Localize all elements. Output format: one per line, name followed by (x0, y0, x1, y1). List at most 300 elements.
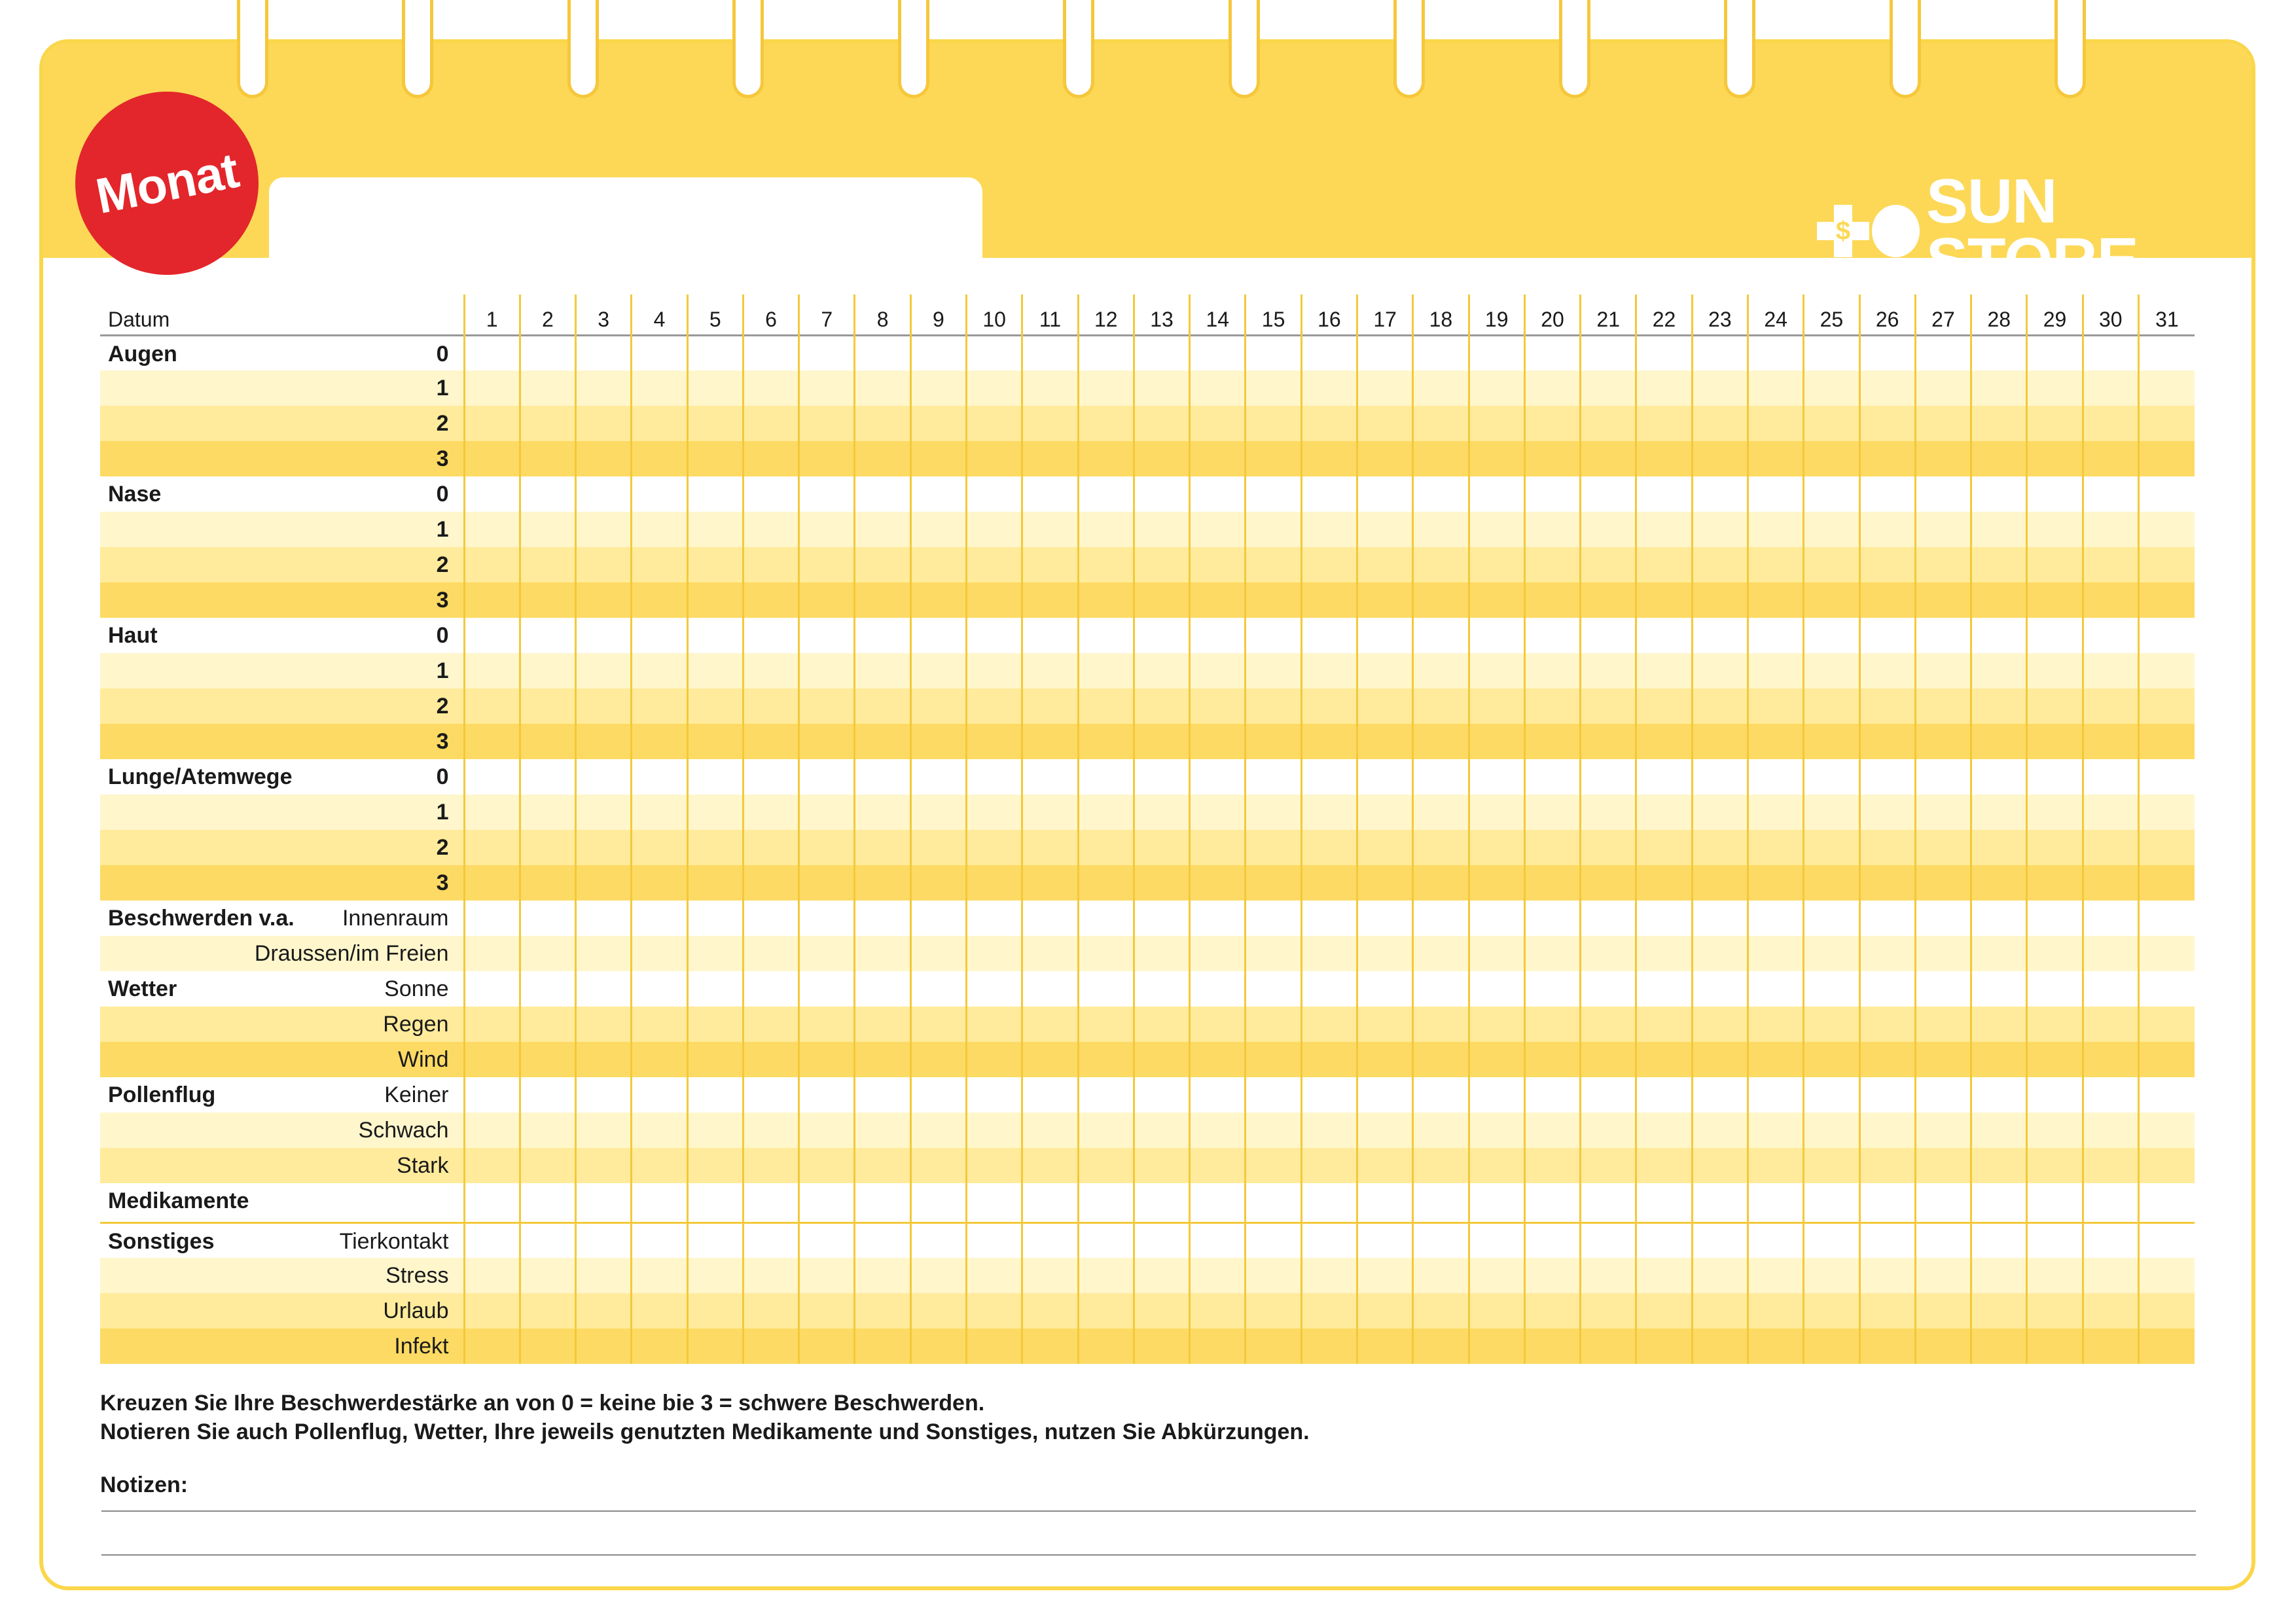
day-cell[interactable] (1022, 1329, 1078, 1364)
day-cell[interactable] (1915, 476, 1971, 512)
day-cell[interactable] (743, 724, 798, 759)
day-cell[interactable] (967, 1293, 1022, 1329)
day-cell[interactable] (1078, 971, 1134, 1007)
day-cell[interactable] (632, 335, 687, 370)
day-cell[interactable] (520, 936, 575, 971)
day-cell[interactable] (1581, 1113, 1636, 1148)
day-cell[interactable] (1859, 1007, 1915, 1042)
day-cell[interactable] (520, 547, 575, 582)
day-cell[interactable] (687, 1329, 743, 1364)
day-cell[interactable] (1804, 1222, 1859, 1258)
day-cell[interactable] (1524, 1258, 1580, 1293)
day-cell[interactable] (2138, 1148, 2195, 1183)
day-cell[interactable] (1804, 1148, 1859, 1183)
day-cell[interactable] (855, 547, 910, 582)
day-cell[interactable] (2027, 1148, 2083, 1183)
day-cell[interactable] (1524, 688, 1580, 724)
day-cell[interactable] (632, 618, 687, 653)
day-cell[interactable] (1469, 1042, 1524, 1077)
day-cell[interactable] (1692, 724, 1748, 759)
day-cell[interactable] (1357, 441, 1413, 476)
day-cell[interactable] (1357, 1222, 1413, 1258)
day-cell[interactable] (1190, 441, 1246, 476)
day-cell[interactable] (1804, 1113, 1859, 1148)
day-cell[interactable] (1636, 1077, 1692, 1113)
day-cell[interactable] (1078, 1258, 1134, 1293)
day-cell[interactable] (464, 1113, 520, 1148)
day-cell[interactable] (1748, 1113, 1803, 1148)
day-cell[interactable] (1469, 1007, 1524, 1042)
day-cell[interactable] (855, 936, 910, 971)
day-cell[interactable] (1022, 1113, 1078, 1148)
day-cell[interactable] (1524, 441, 1580, 476)
day-cell[interactable] (1636, 476, 1692, 512)
day-cell[interactable] (687, 441, 743, 476)
day-cell[interactable] (1748, 971, 1803, 1007)
day-cell[interactable] (799, 370, 855, 406)
day-cell[interactable] (1524, 936, 1580, 971)
day-cell[interactable] (1246, 512, 1301, 547)
day-cell[interactable] (1022, 1007, 1078, 1042)
day-cell[interactable] (1246, 688, 1301, 724)
day-cell[interactable] (910, 1148, 966, 1183)
day-cell[interactable] (910, 724, 966, 759)
day-cell[interactable] (910, 582, 966, 618)
day-cell[interactable] (1859, 1113, 1915, 1148)
day-cell[interactable] (1022, 335, 1078, 370)
day-cell[interactable] (1413, 653, 1469, 688)
day-cell[interactable] (1971, 830, 2027, 865)
day-cell[interactable] (1524, 865, 1580, 901)
day-cell[interactable] (967, 476, 1022, 512)
day-cell[interactable] (1581, 936, 1636, 971)
day-cell[interactable] (910, 1258, 966, 1293)
day-cell[interactable] (743, 618, 798, 653)
day-cell[interactable] (1804, 1183, 1859, 1222)
day-cell[interactable] (1190, 1329, 1246, 1364)
day-cell[interactable] (910, 1293, 966, 1329)
day-cell[interactable] (1246, 1007, 1301, 1042)
day-cell[interactable] (520, 1007, 575, 1042)
day-cell[interactable] (855, 1007, 910, 1042)
day-cell[interactable] (1748, 1042, 1803, 1077)
day-cell[interactable] (520, 901, 575, 936)
day-cell[interactable] (967, 547, 1022, 582)
day-cell[interactable] (1134, 1113, 1189, 1148)
day-cell[interactable] (1859, 865, 1915, 901)
day-cell[interactable] (687, 1077, 743, 1113)
day-cell[interactable] (1357, 1258, 1413, 1293)
day-cell[interactable] (687, 1007, 743, 1042)
day-cell[interactable] (632, 794, 687, 830)
day-cell[interactable] (1134, 759, 1189, 794)
day-cell[interactable] (2027, 512, 2083, 547)
day-cell[interactable] (743, 901, 798, 936)
day-cell[interactable] (576, 901, 632, 936)
day-cell[interactable] (967, 759, 1022, 794)
day-cell[interactable] (743, 476, 798, 512)
day-cell[interactable] (1804, 901, 1859, 936)
day-cell[interactable] (1469, 865, 1524, 901)
day-cell[interactable] (743, 1077, 798, 1113)
day-cell[interactable] (967, 830, 1022, 865)
day-cell[interactable] (2138, 1258, 2195, 1293)
day-cell[interactable] (1134, 1077, 1189, 1113)
day-cell[interactable] (799, 794, 855, 830)
day-cell[interactable] (1692, 1148, 1748, 1183)
day-cell[interactable] (1804, 1258, 1859, 1293)
day-cell[interactable] (1581, 830, 1636, 865)
day-cell[interactable] (1915, 1183, 1971, 1222)
day-cell[interactable] (743, 1329, 798, 1364)
day-cell[interactable] (1246, 1329, 1301, 1364)
day-cell[interactable] (855, 688, 910, 724)
day-cell[interactable] (632, 547, 687, 582)
day-cell[interactable] (632, 759, 687, 794)
day-cell[interactable] (1971, 936, 2027, 971)
day-cell[interactable] (910, 1222, 966, 1258)
day-cell[interactable] (1581, 901, 1636, 936)
day-cell[interactable] (1022, 441, 1078, 476)
day-cell[interactable] (1190, 1258, 1246, 1293)
day-cell[interactable] (520, 759, 575, 794)
day-cell[interactable] (1469, 476, 1524, 512)
day-cell[interactable] (1246, 830, 1301, 865)
day-cell[interactable] (2138, 1077, 2195, 1113)
day-cell[interactable] (2027, 335, 2083, 370)
day-cell[interactable] (1971, 1113, 2027, 1148)
day-cell[interactable] (855, 406, 910, 441)
day-cell[interactable] (576, 1007, 632, 1042)
day-cell[interactable] (799, 830, 855, 865)
day-cell[interactable] (2083, 1148, 2138, 1183)
day-cell[interactable] (1190, 476, 1246, 512)
day-cell[interactable] (1581, 618, 1636, 653)
day-cell[interactable] (1078, 1007, 1134, 1042)
day-cell[interactable] (1748, 865, 1803, 901)
day-cell[interactable] (464, 1042, 520, 1077)
day-cell[interactable] (1469, 688, 1524, 724)
day-cell[interactable] (1078, 1183, 1134, 1222)
day-cell[interactable] (855, 759, 910, 794)
day-cell[interactable] (687, 794, 743, 830)
day-cell[interactable] (1804, 1007, 1859, 1042)
day-cell[interactable] (1915, 653, 1971, 688)
day-cell[interactable] (1524, 406, 1580, 441)
day-cell[interactable] (1469, 547, 1524, 582)
day-cell[interactable] (2027, 441, 2083, 476)
day-cell[interactable] (1804, 1077, 1859, 1113)
day-cell[interactable] (1413, 370, 1469, 406)
day-cell[interactable] (687, 335, 743, 370)
day-cell[interactable] (799, 936, 855, 971)
day-cell[interactable] (2027, 759, 2083, 794)
day-cell[interactable] (1692, 1183, 1748, 1222)
day-cell[interactable] (855, 618, 910, 653)
day-cell[interactable] (1859, 901, 1915, 936)
day-cell[interactable] (2083, 830, 2138, 865)
day-cell[interactable] (464, 724, 520, 759)
day-cell[interactable] (799, 759, 855, 794)
day-cell[interactable] (1971, 688, 2027, 724)
day-cell[interactable] (1357, 901, 1413, 936)
day-cell[interactable] (1357, 406, 1413, 441)
day-cell[interactable] (1301, 1222, 1357, 1258)
day-cell[interactable] (1581, 476, 1636, 512)
day-cell[interactable] (1134, 901, 1189, 936)
day-cell[interactable] (1915, 1042, 1971, 1077)
day-cell[interactable] (1859, 1042, 1915, 1077)
day-cell[interactable] (1190, 1007, 1246, 1042)
day-cell[interactable] (464, 688, 520, 724)
day-cell[interactable] (2138, 830, 2195, 865)
day-cell[interactable] (1413, 971, 1469, 1007)
day-cell[interactable] (2027, 406, 2083, 441)
day-cell[interactable] (576, 1077, 632, 1113)
day-cell[interactable] (1748, 547, 1803, 582)
day-cell[interactable] (1636, 971, 1692, 1007)
day-cell[interactable] (1804, 476, 1859, 512)
day-cell[interactable] (910, 1042, 966, 1077)
day-cell[interactable] (632, 865, 687, 901)
day-cell[interactable] (687, 653, 743, 688)
day-cell[interactable] (632, 1183, 687, 1222)
day-cell[interactable] (1301, 830, 1357, 865)
day-cell[interactable] (1581, 582, 1636, 618)
day-cell[interactable] (967, 653, 1022, 688)
day-cell[interactable] (632, 441, 687, 476)
day-cell[interactable] (687, 936, 743, 971)
day-cell[interactable] (743, 1222, 798, 1258)
day-cell[interactable] (1804, 688, 1859, 724)
day-cell[interactable] (632, 901, 687, 936)
day-cell[interactable] (2027, 971, 2083, 1007)
day-cell[interactable] (520, 830, 575, 865)
day-cell[interactable] (464, 1007, 520, 1042)
day-cell[interactable] (1804, 547, 1859, 582)
day-cell[interactable] (1971, 547, 2027, 582)
day-cell[interactable] (520, 1148, 575, 1183)
day-cell[interactable] (687, 1293, 743, 1329)
day-cell[interactable] (967, 582, 1022, 618)
day-cell[interactable] (1581, 1258, 1636, 1293)
day-cell[interactable] (1078, 865, 1134, 901)
day-cell[interactable] (967, 370, 1022, 406)
day-cell[interactable] (1301, 1007, 1357, 1042)
day-cell[interactable] (1190, 901, 1246, 936)
day-cell[interactable] (1581, 335, 1636, 370)
day-cell[interactable] (1190, 865, 1246, 901)
day-cell[interactable] (1357, 759, 1413, 794)
day-cell[interactable] (2083, 1007, 2138, 1042)
day-cell[interactable] (520, 688, 575, 724)
day-cell[interactable] (1469, 794, 1524, 830)
day-cell[interactable] (576, 1329, 632, 1364)
day-cell[interactable] (1524, 370, 1580, 406)
day-cell[interactable] (1859, 830, 1915, 865)
day-cell[interactable] (910, 335, 966, 370)
day-cell[interactable] (910, 547, 966, 582)
day-cell[interactable] (743, 1148, 798, 1183)
day-cell[interactable] (2083, 794, 2138, 830)
day-cell[interactable] (1469, 971, 1524, 1007)
day-cell[interactable] (799, 1077, 855, 1113)
day-cell[interactable] (1469, 830, 1524, 865)
day-cell[interactable] (687, 971, 743, 1007)
day-cell[interactable] (799, 582, 855, 618)
day-cell[interactable] (1748, 724, 1803, 759)
day-cell[interactable] (632, 724, 687, 759)
day-cell[interactable] (743, 582, 798, 618)
day-cell[interactable] (855, 441, 910, 476)
day-cell[interactable] (464, 618, 520, 653)
day-cell[interactable] (1357, 1329, 1413, 1364)
day-cell[interactable] (1022, 794, 1078, 830)
day-cell[interactable] (1859, 1293, 1915, 1329)
day-cell[interactable] (576, 582, 632, 618)
day-cell[interactable] (1469, 724, 1524, 759)
day-cell[interactable] (1915, 406, 1971, 441)
day-cell[interactable] (1357, 865, 1413, 901)
day-cell[interactable] (1469, 618, 1524, 653)
day-cell[interactable] (1134, 794, 1189, 830)
day-cell[interactable] (1413, 794, 1469, 830)
day-cell[interactable] (1581, 865, 1636, 901)
day-cell[interactable] (1357, 370, 1413, 406)
day-cell[interactable] (1971, 865, 2027, 901)
day-cell[interactable] (1022, 1222, 1078, 1258)
day-cell[interactable] (1971, 512, 2027, 547)
day-cell[interactable] (464, 936, 520, 971)
day-cell[interactable] (464, 794, 520, 830)
day-cell[interactable] (2138, 1183, 2195, 1222)
day-cell[interactable] (1915, 688, 1971, 724)
day-cell[interactable] (1246, 1148, 1301, 1183)
day-cell[interactable] (1301, 653, 1357, 688)
day-cell[interactable] (1524, 582, 1580, 618)
day-cell[interactable] (1915, 794, 1971, 830)
day-cell[interactable] (967, 1042, 1022, 1077)
day-cell[interactable] (910, 370, 966, 406)
day-cell[interactable] (1636, 830, 1692, 865)
day-cell[interactable] (1859, 335, 1915, 370)
day-cell[interactable] (1748, 441, 1803, 476)
day-cell[interactable] (2027, 794, 2083, 830)
day-cell[interactable] (2138, 406, 2195, 441)
day-cell[interactable] (910, 759, 966, 794)
day-cell[interactable] (855, 1148, 910, 1183)
day-cell[interactable] (1301, 1258, 1357, 1293)
day-cell[interactable] (1078, 547, 1134, 582)
day-cell[interactable] (1692, 901, 1748, 936)
day-cell[interactable] (1246, 335, 1301, 370)
day-cell[interactable] (1301, 618, 1357, 653)
day-cell[interactable] (2027, 370, 2083, 406)
day-cell[interactable] (1413, 1077, 1469, 1113)
day-cell[interactable] (1524, 1113, 1580, 1148)
day-cell[interactable] (2083, 1113, 2138, 1148)
day-cell[interactable] (1469, 1148, 1524, 1183)
day-cell[interactable] (1078, 1113, 1134, 1148)
day-cell[interactable] (1636, 688, 1692, 724)
day-cell[interactable] (576, 476, 632, 512)
day-cell[interactable] (1301, 582, 1357, 618)
day-cell[interactable] (1301, 335, 1357, 370)
day-cell[interactable] (632, 1222, 687, 1258)
day-cell[interactable] (687, 1113, 743, 1148)
day-cell[interactable] (2083, 441, 2138, 476)
day-cell[interactable] (687, 406, 743, 441)
day-cell[interactable] (687, 1183, 743, 1222)
day-cell[interactable] (1246, 547, 1301, 582)
day-cell[interactable] (1078, 724, 1134, 759)
day-cell[interactable] (1971, 794, 2027, 830)
day-cell[interactable] (520, 971, 575, 1007)
day-cell[interactable] (1022, 688, 1078, 724)
day-cell[interactable] (1134, 1007, 1189, 1042)
day-cell[interactable] (1636, 1183, 1692, 1222)
day-cell[interactable] (1469, 901, 1524, 936)
day-cell[interactable] (520, 1258, 575, 1293)
day-cell[interactable] (1581, 1007, 1636, 1042)
day-cell[interactable] (1413, 618, 1469, 653)
day-cell[interactable] (576, 830, 632, 865)
day-cell[interactable] (1971, 1183, 2027, 1222)
day-cell[interactable] (799, 724, 855, 759)
day-cell[interactable] (2083, 335, 2138, 370)
day-cell[interactable] (1190, 370, 1246, 406)
day-cell[interactable] (1301, 865, 1357, 901)
day-cell[interactable] (1078, 618, 1134, 653)
day-cell[interactable] (2083, 653, 2138, 688)
day-cell[interactable] (576, 971, 632, 1007)
day-cell[interactable] (1134, 441, 1189, 476)
day-cell[interactable] (1134, 406, 1189, 441)
day-cell[interactable] (1804, 582, 1859, 618)
day-cell[interactable] (967, 335, 1022, 370)
day-cell[interactable] (1246, 1042, 1301, 1077)
day-cell[interactable] (799, 901, 855, 936)
day-cell[interactable] (1636, 901, 1692, 936)
day-cell[interactable] (1134, 335, 1189, 370)
day-cell[interactable] (2083, 1293, 2138, 1329)
day-cell[interactable] (1357, 724, 1413, 759)
day-cell[interactable] (1078, 335, 1134, 370)
day-cell[interactable] (1859, 653, 1915, 688)
day-cell[interactable] (1748, 1007, 1803, 1042)
day-cell[interactable] (464, 1077, 520, 1113)
day-cell[interactable] (743, 759, 798, 794)
day-cell[interactable] (1301, 406, 1357, 441)
day-cell[interactable] (1301, 476, 1357, 512)
day-cell[interactable] (1581, 1077, 1636, 1113)
day-cell[interactable] (1524, 1183, 1580, 1222)
day-cell[interactable] (743, 1007, 798, 1042)
day-cell[interactable] (576, 441, 632, 476)
day-cell[interactable] (1692, 971, 1748, 1007)
day-cell[interactable] (855, 830, 910, 865)
day-cell[interactable] (1190, 830, 1246, 865)
day-cell[interactable] (520, 1293, 575, 1329)
day-cell[interactable] (632, 512, 687, 547)
day-cell[interactable] (1469, 406, 1524, 441)
day-cell[interactable] (1581, 441, 1636, 476)
day-cell[interactable] (2138, 653, 2195, 688)
day-cell[interactable] (1078, 1293, 1134, 1329)
day-cell[interactable] (1859, 971, 1915, 1007)
day-cell[interactable] (1636, 441, 1692, 476)
day-cell[interactable] (1022, 512, 1078, 547)
